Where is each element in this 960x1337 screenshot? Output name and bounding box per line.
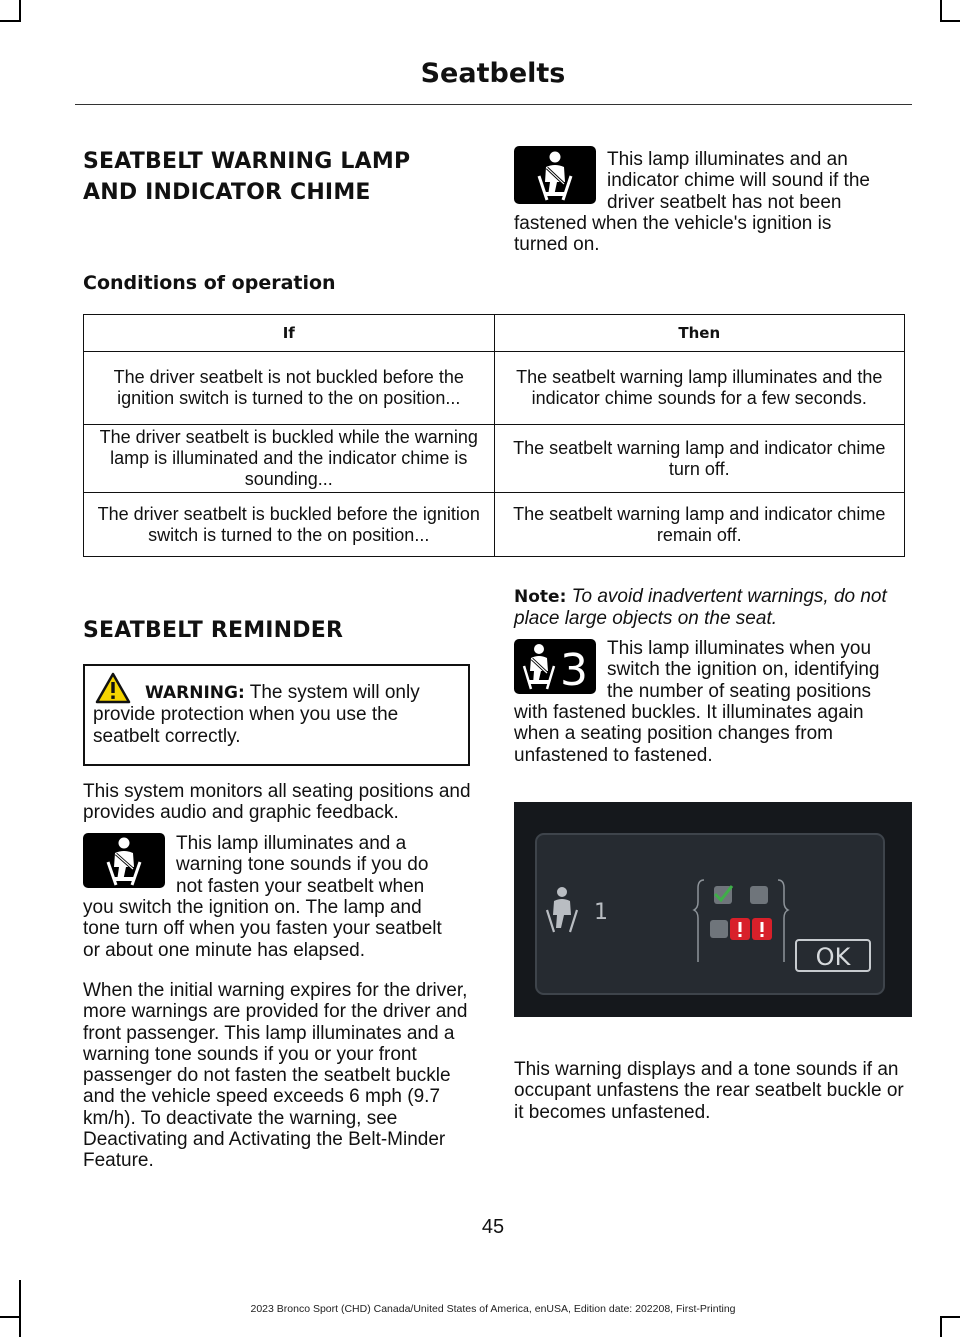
table-cell-if: The driver seatbelt is not buckled before the ignition switch is turned to the on position... bbox=[84, 352, 495, 425]
count-line: This lamp illuminates when you switch the ignition on, identifying the number of seating positions bbox=[607, 638, 880, 702]
crop-mark bbox=[940, 1316, 960, 1318]
note-label: Note: bbox=[514, 587, 567, 607]
note-text: To avoid inadvertent warnings, do not place large objects on the seat. bbox=[514, 586, 887, 630]
page-number: 45 bbox=[481, 1216, 505, 1238]
count-number: 3 bbox=[560, 645, 588, 694]
table-cell-if: The driver seatbelt is buckled before the ignition switch is turned to the on position... bbox=[84, 493, 495, 557]
intro-text-cont bbox=[514, 213, 909, 256]
section-heading-lamp bbox=[83, 146, 410, 208]
crop-mark bbox=[19, 0, 21, 22]
count-text-wrap bbox=[607, 638, 912, 702]
table-cell-then: The seatbelt warning lamp illuminates and the indicator chime sounds for a few seconds. bbox=[494, 352, 905, 425]
intro-line: fastened when the vehicle's ignition is turned on. bbox=[514, 213, 832, 256]
cluster-ok-label: OK bbox=[815, 943, 851, 971]
cluster-seat-count: 1 bbox=[594, 900, 608, 925]
intro-line: This lamp illuminates and an indicator chime will sound if the driver seatbelt has not been bbox=[607, 149, 870, 213]
monitor-text: This system monitors all seating positions and provides audio and graphic feedback. bbox=[83, 781, 471, 824]
conditions-heading: Conditions of operation bbox=[83, 272, 336, 294]
section-heading-reminder: SEATBELT REMINDER bbox=[83, 618, 344, 643]
crop-mark bbox=[940, 20, 960, 22]
table-row bbox=[84, 425, 905, 493]
column-header-if: If bbox=[84, 315, 495, 352]
header-divider bbox=[75, 104, 912, 105]
table-row bbox=[84, 352, 905, 425]
table-row bbox=[84, 493, 905, 557]
conditions-table bbox=[83, 314, 905, 557]
page-section-title: Seatbelts bbox=[420, 58, 566, 89]
warning-body: The system will only provide protection when you use the seatbelt correctly. bbox=[93, 682, 420, 747]
seat-status bbox=[710, 920, 728, 938]
warning-text bbox=[93, 682, 463, 747]
seatbelt-warning-icon bbox=[514, 146, 596, 204]
table-cell-then: The seatbelt warning lamp and indicator chime remain off. bbox=[494, 493, 905, 557]
lamp-text-wrap bbox=[176, 833, 476, 897]
warning-label: WARNING: bbox=[145, 683, 245, 703]
column-header-then: Then bbox=[494, 315, 905, 352]
edition-line: 2023 Bronco Sport (CHD) Canada/United States of America, enUSA, Edition date: 202208, First-Printing bbox=[250, 1303, 736, 1315]
cluster-display-image bbox=[514, 802, 912, 1017]
lamp-text-cont bbox=[83, 897, 478, 961]
crop-mark bbox=[940, 1316, 942, 1337]
crop-mark bbox=[0, 1316, 20, 1318]
seatbelt-reminder-icon bbox=[83, 833, 165, 888]
lamp-line: you switch the ignition on. The lamp and tone turn off when you fasten your seatbelt or about one minute has elapsed. bbox=[83, 897, 442, 961]
count-text-cont bbox=[514, 702, 914, 766]
lamp-line: This lamp illuminates and a warning tone sounds if you do not fasten your seatbelt when bbox=[176, 833, 429, 897]
seat-status bbox=[750, 886, 768, 904]
warning-box bbox=[83, 664, 470, 766]
heading-line: SEATBELT WARNING LAMP bbox=[83, 149, 411, 174]
crop-mark bbox=[940, 0, 942, 22]
heading-line: AND INDICATOR CHIME bbox=[83, 180, 371, 205]
table-cell-then: The seatbelt warning lamp and indicator chime turn off. bbox=[494, 425, 905, 493]
note bbox=[514, 586, 909, 630]
initial-warning-text: When the initial warning expires for the driver, more warnings are provided for the driver and front passenger. This lamp illuminates and a warning tone sounds if you or your front passenger do not fasten the seatbelt buckle and the vehicle speed exceeds 6 mph (9.7 km/h). To deactivate the warning, see Deactivating and Activating the Belt-Minder Feature. bbox=[83, 980, 468, 1172]
seatbelt-count-icon bbox=[514, 639, 596, 694]
rear-warning-text: This warning displays and a tone sounds if an occupant unfastens the rear seatbelt buckle or it becomes unfastened. bbox=[514, 1059, 904, 1123]
count-line: with fastened buckles. It illuminates again when a seating position changes from unfastened to fastened. bbox=[514, 702, 864, 766]
table-cell-if: The driver seatbelt is buckled while the warning lamp is illuminated and the indicator chime is sounding... bbox=[84, 425, 495, 493]
table-header-row bbox=[84, 315, 905, 352]
intro-text-wrap bbox=[607, 149, 907, 213]
crop-mark bbox=[0, 20, 20, 22]
